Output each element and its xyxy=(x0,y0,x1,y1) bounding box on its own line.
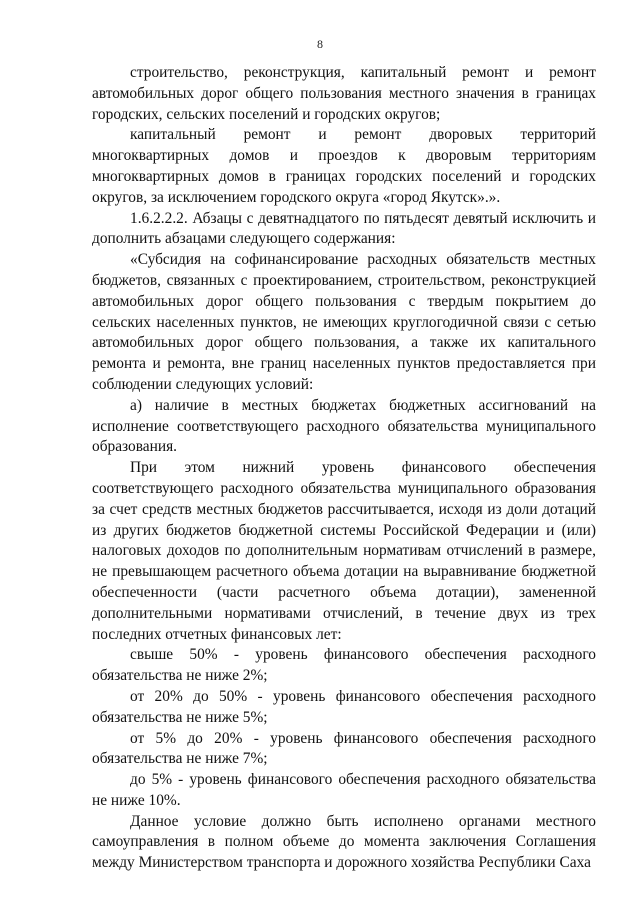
paragraph-level-over-50: свыше 50% - уровень финансового обеспечения расходного обязательства не ниже 2%; xyxy=(92,646,596,685)
document-body xyxy=(92,63,596,874)
paragraph-level-20-50: от 20% до 50% - уровень финансового обеспечения расходного обязательства не ниже 5%; xyxy=(92,687,596,726)
paragraph-road-construction: строительство, реконструкция, капитальный ремонт и ремонт автомобильных дорог общего пользования местного значения в границах городских, сельских поселений и городских округов; xyxy=(92,64,596,123)
paragraph-yard-repair: капитальный ремонт и ремонт дворовых территорий многоквартирных домов и проездов к дворовым территориям многоквартирных домов в границах городских поселений и городских округов, за исключением городского округа «город Якутск».». xyxy=(92,126,596,206)
page-number: 8 xyxy=(317,37,323,51)
paragraph-subsidy-conditions: «Субсидия на софинансирование расходных обязательств местных бюджетов, связанных с проектированием, строительством, реконструкцией автомобильных дорог общего пользования с твердым покрытием до сельских населенных пунктов, не имеющих круглогодичной связи с сетью автомобильных дорог общего пользования, а также их капитального ремонта и ремонта, вне границ населенных пунктов предоставляется при соблюдении следующих условий: xyxy=(92,251,596,393)
paragraph-condition-fulfillment: Данное условие должно быть исполнено органами местного самоуправления в полном объеме до момента заключения Соглашения между Министерством транспорта и дорожного хозяйства Республики Саха xyxy=(92,812,596,872)
paragraph-level-5-20: от 5% до 20% - уровень финансового обеспечения расходного обязательства не ниже 7%; xyxy=(92,729,596,768)
paragraph-level-under-5: до 5% - уровень финансового обеспечения расходного обязательства не ниже 10%. xyxy=(92,771,596,809)
paragraph-amendment-clause: 1.6.2.2.2. Абзацы с девятнадцатого по пятьдесят девятый исключить и дополнить абзацами следующего содержания: xyxy=(92,209,596,248)
paragraph-financing-level: При этом нижний уровень финансового обеспечения соответствующего расходного обязательства муниципального образования за счет средств местных бюджетов рассчитывается, исходя из доли дотаций из других бюджетов бюджетной системы Российской Федерации и (или) налоговых доходов по дополнительным нормативам отчислений в размере, не превышающем расчетного объема дотации на выравнивание бюджетной обеспеченности (части расчетного объема дотации), замененной дополнительными нормативами отчислений, в течение двух из трех последних отчетных финансовых лет: xyxy=(92,459,596,643)
paragraph-condition-a: а) наличие в местных бюджетах бюджетных ассигнований на исполнение соответствующего расходного обязательства муниципального образования. xyxy=(92,396,596,456)
